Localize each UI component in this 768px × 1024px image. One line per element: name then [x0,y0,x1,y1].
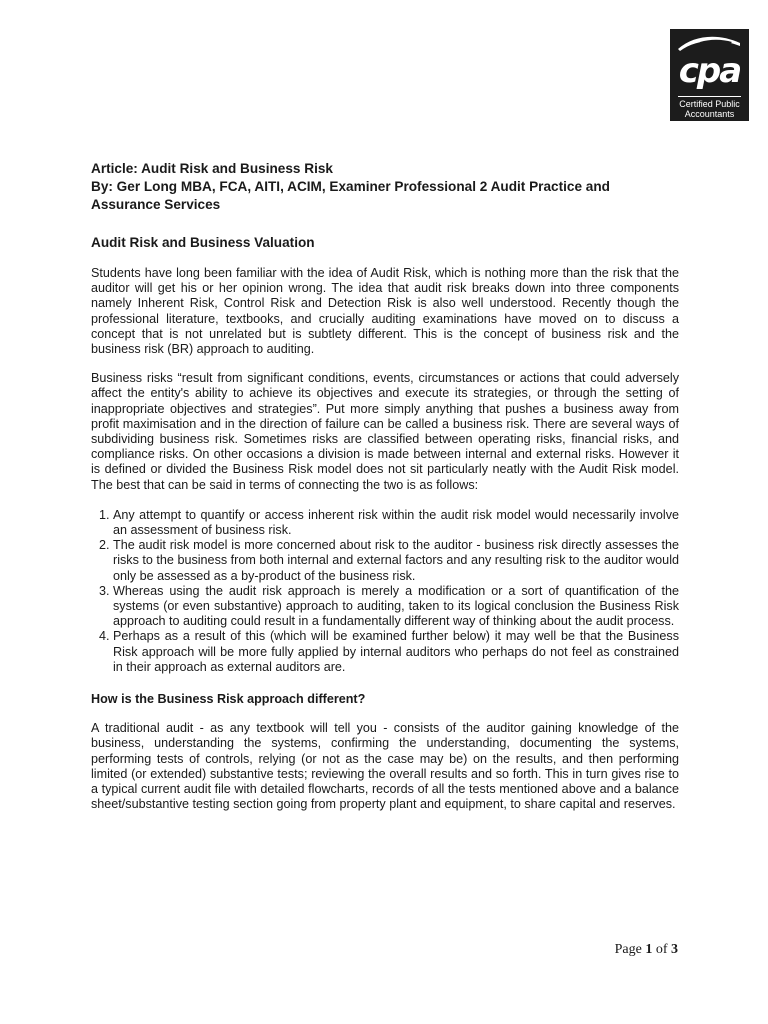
logo-caption-line: Accountants [684,109,735,119]
logo-wordmark: cpa [678,51,741,91]
article-title: Article: Audit Risk and Business Risk [91,161,333,176]
numbered-list [91,508,679,675]
cpa-logo [670,29,749,121]
byline-credentials: , AITI, ACIM, Examiner Professional 2 Audit Practice and [247,179,610,194]
article-body [91,160,679,813]
byline-sep: , [211,179,220,194]
page-of: of [652,942,671,957]
list-item: 4. Perhaps as a result of this (which will be examined further below) it may well be that the Business Risk approach will be more fully applied by internal auditors who perhaps do not feel as constrained in their approach as external auditors are. [113,629,679,675]
article-byline [91,178,679,196]
page-number [615,941,678,959]
list-item: 3. Whereas using the audit risk approach is merely a modification or a sort of quantification of the systems (or even substantive) approach to auditing, taken to its logical conclusion the Business Risk approach to auditing could result in a fundamentally different way of thinking about the audit process. [113,584,679,630]
subsection-title: How is the Business Risk approach different? [91,692,366,707]
article-header [91,160,679,214]
logo-caption-line: Certified Public [679,99,740,109]
logo-caption [670,99,749,119]
section-title: Audit Risk and Business Valuation [91,235,315,250]
article-byline-cont: Assurance Services [91,197,221,212]
byline-author: By: Ger Long MBA [91,179,212,194]
paragraph: Students have long been familiar with the idea of Audit Risk, which is nothing more than the risk that the auditor will get his or her opinion wrong. The idea that audit risk breaks down into three components namely Inherent Risk, Control Risk and Detection Risk is also well understood. Recently though the professional literature, textbooks, and crucially auditing examinations have moved on to discuss a concept that is not unrelated but is subtlety different. This is the concept of business risk and the business risk (BR) approach to auditing. [91,266,679,357]
list-item: 2. The audit risk model is more concerned about risk to the auditor - business risk directly assesses the risks to the business from both internal and external factors and any resulting risk to the auditor would only be assessed as a by-product of the business risk. [113,538,679,584]
page-label: Page [614,942,646,957]
page-current: 1 [645,942,653,957]
paragraph: Business risks “result from significant conditions, events, circumstances or actions that could adversely affect the entity's ability to achieve its objectives and execute its strategies, or through the setting of inappropriate objectives and strategies”. Put more simply anything that pushes a business away from profit maximisation and in the direction of failure can be called a business risk. There are several ways of subdividing business risk. Sometimes risks are classified between operating risks, financial risks, and compliance risks. On other occasions a division is made between internal and external risks. However it is defined or divided the Business Risk model does not sit particularly neatly with the Audit Risk model. The best that can be said in terms of connecting the two is as follows: [91,371,679,492]
logo-divider [678,96,741,97]
page-total: 3 [671,942,678,957]
paragraph: A traditional audit - as any textbook will tell you - consists of the auditor gaining knowledge of the business, understanding the systems, confirming the understanding, documenting the systems, performing tests of controls, relying (or not as the case may be) on the results, and then performing limited (or extended) substantive tests; reviewing the overall results and so forth. This in turn gives rise to a typical current audit file with detailed flowcharts, records of all the tests mentioned above and a balance sheet/substantive testing section going from property plant and equipment, to share capital and reserves. [91,721,679,812]
list-item: 1. Any attempt to quantify or access inherent risk within the audit risk model would necessarily involve an assessment of business risk. [113,508,679,538]
byline-fca: FCA [219,179,248,194]
